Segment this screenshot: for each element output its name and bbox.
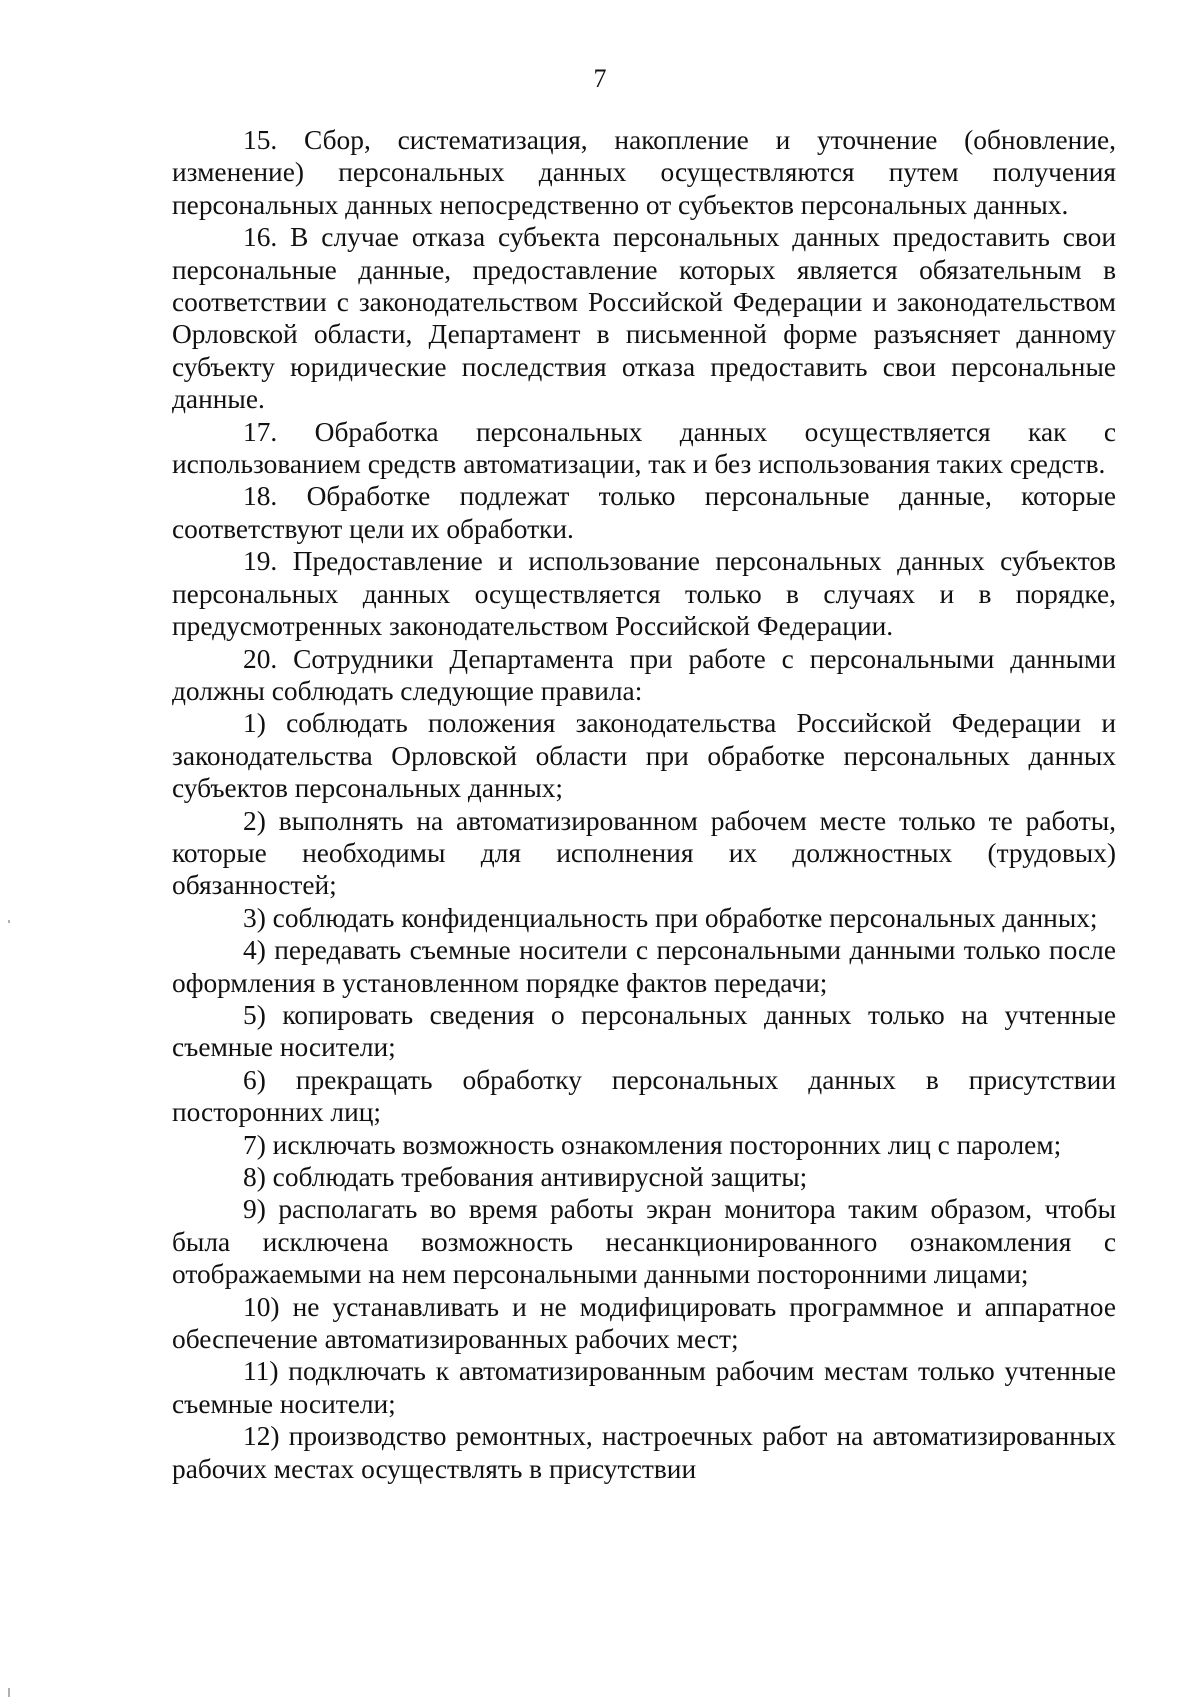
document-body [172, 124, 1116, 1485]
paragraph-15: 15. Сбор, систематизация, накопление и уточнение (обновление, изменение) персональных данных осуществляются путем получения персональных данных непосредственно от субъектов персональных данных. [172, 125, 1116, 220]
rule-item-10: 10) не устанавливать и не модифицировать программное и аппаратное обеспечение автоматизированных рабочих мест; [172, 1291, 1116, 1355]
rule-item-4: 4) передавать съемные носители с персональными данными только после оформления в установленном порядке фактов передачи; [172, 935, 1116, 998]
rule-item-2: 2) выполнять на автоматизированном рабочем месте только те работы, которые необходимы для исполнения их должностных (трудовых) обязанностей; [172, 805, 1116, 901]
paragraph-17: 17. Обработка персональных данных осуществляется как с использованием средств автоматизации, так и без использования таких средств. [172, 416, 1116, 480]
scan-artifact-mark [8, 920, 10, 923]
scan-artifact-mark [8, 1688, 10, 1697]
page-number: 7 [593, 64, 607, 93]
paragraph-20: 20. Сотрудники Департамента при работе с персональными данными должны соблюдать следующие правила: [172, 643, 1116, 706]
rule-item-9: 9) располагать во время работы экран монитора таким образом, чтобы была исключена возможность несанкционированного ознакомления с отображаемыми на нем персональными данными посторонними лицами; [172, 1194, 1116, 1290]
rule-item-12: 12) производство ремонтных, настроечных работ на автоматизированных рабочих местах осуществлять в присутствии [172, 1421, 1116, 1484]
paragraph-16: 16. В случае отказа субъекта персональных данных предоставить свои персональные данные, предоставление которых является обязательным в соответствии с законодательством Российской Федерации и законодательством Орловской области, Департамент в письменной форме разъясняет данному субъекту юридические последствия отказа предоставить свои персональные данные. [172, 222, 1116, 415]
paragraph-18: 18. Обработке подлежат только персональные данные, которые соответствуют цели их обработки. [172, 481, 1116, 544]
rule-item-11: 11) подключать к автоматизированным рабочим местам только учтенные съемные носители; [172, 1356, 1116, 1419]
rule-item-5: 5) копировать сведения о персональных данных только на учтенные съемные носители; [172, 999, 1116, 1063]
rule-item-6: 6) прекращать обработку персональных данных в присутствии посторонних лиц; [172, 1064, 1116, 1128]
rule-item-3: 3) соблюдать конфиденциальность при обработке персональных данных; [243, 902, 1098, 933]
paragraph-19: 19. Предоставление и использование персональных данных субъектов персональных данных осуществляется только в случаях и в порядке, предусмотренных законодательством Российской Федерации. [172, 546, 1116, 642]
rule-item-8: 8) соблюдать требования антивирусной защиты; [243, 1162, 808, 1192]
rule-item-1: 1) соблюдать положения законодательства Российской Федерации и законодательства Орловской области при обработке персональных данных субъектов персональных данных; [172, 708, 1116, 804]
rule-item-7: 7) исключать возможность ознакомления посторонних лиц с паролем; [243, 1129, 1062, 1160]
